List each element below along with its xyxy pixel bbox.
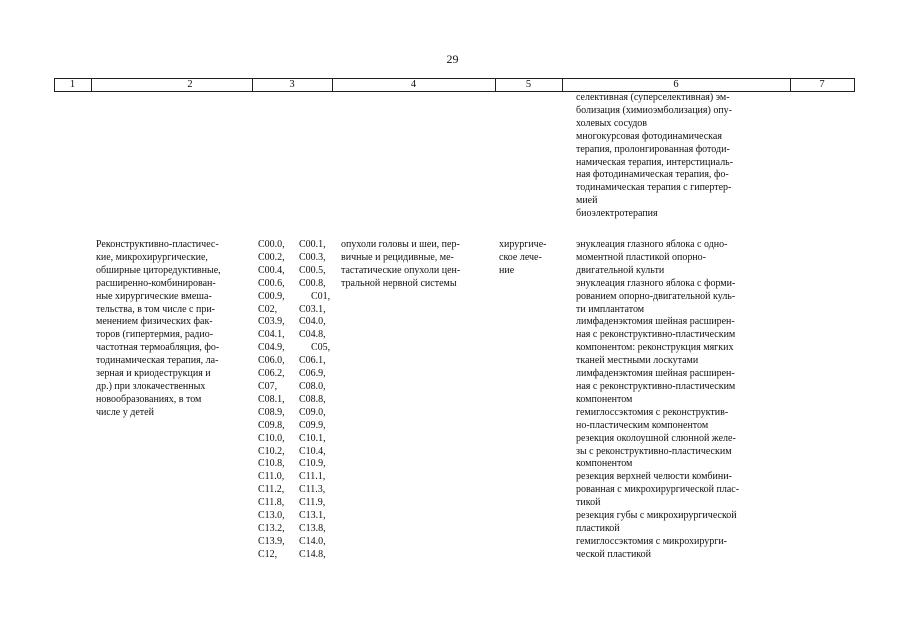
name-line: частотная термоабляция, фо-: [96, 342, 220, 354]
code: C06.1,: [299, 355, 326, 367]
model-line: тральной нервной системы: [341, 277, 457, 289]
code-row: [258, 316, 332, 329]
method-line: многокурсовая фотодинамическая: [576, 130, 722, 142]
code: C10.4,: [299, 445, 326, 457]
method-line: селективная (суперселективная) эм-: [576, 92, 730, 103]
header-col-2: 2: [187, 79, 193, 90]
name-line: ные хирургические вмеша-: [96, 290, 212, 302]
code-row: [258, 329, 332, 342]
header-col-3: 3: [289, 79, 295, 90]
method-line: лимфаденэктомия шейная расширен-: [576, 368, 735, 380]
code: C06.0,: [258, 355, 285, 367]
column-divider: [91, 78, 92, 92]
code: C08.8,: [299, 393, 326, 405]
code: C00.8,: [299, 277, 326, 289]
name-line: новообразованиях, в том: [96, 393, 202, 405]
code: C11.0,: [258, 471, 285, 483]
icd-codes-cell: [258, 239, 332, 562]
code: C03.9,: [258, 316, 285, 328]
page-number: 29: [446, 52, 459, 66]
header-col-1: 1: [69, 79, 76, 90]
method-line: резекция губы с микрохирургической: [576, 510, 737, 522]
code-row: [258, 420, 332, 433]
code-row: [258, 381, 332, 394]
model-line: тастатические опухоли цен-: [341, 264, 461, 276]
code: C04.1,: [258, 329, 285, 341]
method-line: компонентом: [576, 393, 633, 405]
column-divider: [790, 78, 791, 92]
header-col-7: 7: [819, 79, 825, 90]
code-row: [258, 523, 332, 536]
continued-methods-cell: [576, 92, 768, 221]
column-divider: [854, 78, 855, 92]
code: C13.2,: [258, 522, 285, 534]
code: C10.8,: [258, 458, 285, 470]
code-row: [258, 433, 332, 446]
method-line: ная фотодинамическая терапия, фо-: [576, 169, 729, 181]
code: C08.1,: [258, 393, 285, 405]
method-line: двигательной культи: [576, 264, 665, 276]
code: C00.2,: [258, 251, 285, 263]
treatment-line: ние: [499, 264, 515, 276]
code: C12,: [258, 548, 278, 560]
code-row: [258, 497, 332, 510]
column-divider: [252, 78, 253, 92]
method-line: зы с реконструктивно-пластическим: [576, 445, 732, 457]
code-row: [258, 239, 332, 252]
name-line: числе у детей: [96, 406, 154, 418]
code: C11.2,: [258, 484, 285, 496]
method-line: тикой: [576, 497, 601, 509]
code-row: [258, 510, 332, 523]
code-row: [258, 458, 332, 471]
code: C07,: [258, 380, 278, 392]
method-line: намическая терапия, интерстициаль-: [576, 156, 734, 168]
method-line: лимфаденэктомия шейная расширен-: [576, 316, 735, 328]
code: C06.9,: [299, 368, 326, 380]
code: C10.1,: [299, 432, 326, 444]
method-line: холевых сосудов: [576, 117, 648, 129]
header-col-4: 4: [410, 79, 417, 90]
code: C00.0,: [258, 239, 285, 250]
header-col-5: 5: [525, 79, 532, 90]
code: C13.9,: [258, 535, 285, 547]
code: C00.9,: [258, 290, 285, 302]
treatment-line: хирургиче-: [499, 239, 547, 250]
code: C04.0,: [299, 316, 326, 328]
code: C00.6,: [258, 277, 285, 289]
code-row: [258, 549, 332, 562]
table-header-row: [54, 78, 854, 92]
code: C05,: [311, 342, 331, 354]
code: C10.0,: [258, 432, 285, 444]
code-row: [258, 394, 332, 407]
method-line: компонентом: реконструкция мягких: [576, 342, 734, 354]
code-row: [258, 536, 332, 549]
code: C00.5,: [299, 264, 326, 276]
method-line: терапия, пролонгированная фотоди-: [576, 143, 730, 155]
method-line: ческой пластикой: [576, 548, 651, 560]
method-line: моментной пластикой опорно-: [576, 251, 707, 263]
column-divider: [54, 78, 55, 92]
column-divider: [562, 78, 563, 92]
code: C08.0,: [299, 380, 326, 392]
header-col-6: 6: [673, 79, 679, 90]
intervention-name-cell: [96, 239, 246, 420]
code: C03.1,: [299, 303, 326, 315]
method-line: гемиглоссэктомия с микрохирурги-: [576, 535, 727, 547]
method-line: компонентом: [576, 458, 633, 470]
code: C09.0,: [299, 406, 326, 418]
name-line: обширные циторедуктивные,: [96, 264, 221, 276]
method-line: но-пластическим компонентом: [576, 419, 709, 431]
method-line: биоэлектротерапия: [576, 208, 658, 220]
method-line: энуклеация глазного яблока с форми-: [576, 277, 736, 289]
code: C13.1,: [299, 510, 326, 522]
method-line: ти имплантатом: [576, 303, 645, 315]
model-line: вичные и рецидивные, ме-: [341, 251, 454, 263]
name-line: тодинамическая терапия, ла-: [96, 355, 219, 367]
code-row: [258, 291, 332, 304]
code: C11.3,: [299, 484, 326, 496]
code-row: [258, 446, 332, 459]
name-line: тельства, в том числе с при-: [96, 303, 216, 315]
code-row: [258, 265, 332, 278]
code-row: [258, 484, 332, 497]
method-line: ная с реконструктивно-пластическим: [576, 329, 736, 341]
name-line: торов (гипертермия, радио-: [96, 329, 214, 341]
method-line: резекция верхней челюсти комбини-: [576, 471, 732, 483]
treatment-type-cell: [499, 239, 559, 278]
code: C02,: [258, 303, 278, 315]
name-line: Реконструктивно-пластичес-: [96, 239, 219, 250]
code: C10.9,: [299, 458, 326, 470]
code-row: [258, 278, 332, 291]
code: C13.0,: [258, 510, 285, 522]
name-line: менением физических фак-: [96, 316, 213, 328]
code: C14.8,: [299, 548, 326, 560]
code: C00.1,: [299, 239, 326, 250]
code: C04.8,: [299, 329, 326, 341]
treatment-methods-cell: [576, 239, 768, 562]
method-line: рованная с микрохирургической плас-: [576, 484, 740, 496]
method-line: резекция околоушной слюнной желе-: [576, 432, 736, 444]
code: C09.9,: [299, 419, 326, 431]
code-row: [258, 304, 332, 317]
method-line: энуклеация глазного яблока с одно-: [576, 239, 728, 250]
code-row: [258, 407, 332, 420]
code: C06.2,: [258, 368, 285, 380]
code-row: [258, 252, 332, 265]
treatment-line: ское лече-: [499, 251, 542, 263]
name-line: кие, микрохирургические,: [96, 251, 208, 263]
code: C08.9,: [258, 406, 285, 418]
code-row: [258, 342, 332, 355]
patient-model-cell: [341, 239, 491, 291]
method-line: тодинамическая терапия с гипертер-: [576, 182, 732, 194]
method-line: рованием опорно-двигательной куль-: [576, 290, 736, 302]
code: C14.0,: [299, 535, 326, 547]
method-line: болизация (химиоэмболизация) опу-: [576, 104, 733, 116]
code: C09.8,: [258, 419, 285, 431]
column-divider: [332, 78, 333, 92]
code: C00.3,: [299, 251, 326, 263]
method-line: ная с реконструктивно-пластическим: [576, 380, 736, 392]
code: C11.9,: [299, 497, 326, 509]
name-line: зерная и криодеструкция и: [96, 368, 211, 380]
code: C10.2,: [258, 445, 285, 457]
code: C04.9,: [258, 342, 285, 354]
name-line: др.) при злокачественных: [96, 380, 206, 392]
method-line: тканей местными лоскутами: [576, 355, 699, 367]
code: C01,: [311, 290, 331, 302]
method-line: мией: [576, 195, 598, 207]
name-line: расширенно-комбинирован-: [96, 277, 216, 289]
code: C13.8,: [299, 522, 326, 534]
code-row: [258, 471, 332, 484]
code: C00.4,: [258, 264, 285, 276]
model-line: опухоли головы и шеи, пер-: [341, 239, 460, 250]
code: C11.1,: [299, 471, 326, 483]
code-row: [258, 368, 332, 381]
code: C11.8,: [258, 497, 285, 509]
column-divider: [495, 78, 496, 92]
code-row: [258, 355, 332, 368]
method-line: гемиглоссэктомия с реконструктив-: [576, 406, 729, 418]
method-line: пластикой: [576, 522, 620, 534]
